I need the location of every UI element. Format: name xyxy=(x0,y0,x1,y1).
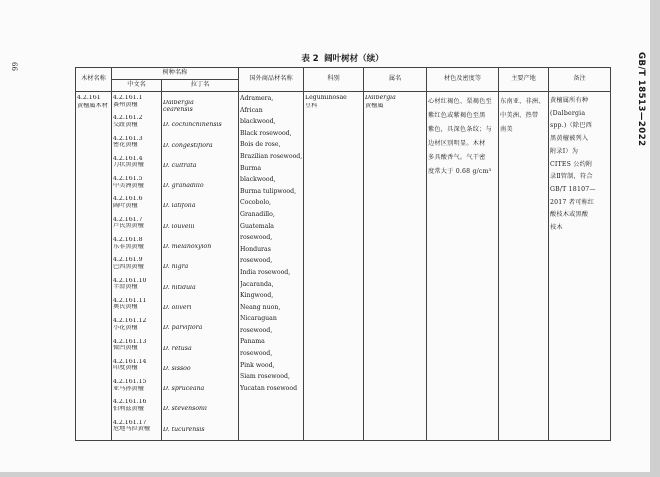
trade-name-line: Yucatan rosewood xyxy=(240,384,298,392)
species-latin-name xyxy=(163,420,237,440)
cell-color-density xyxy=(427,92,499,441)
species-latin-part: D. parviflora xyxy=(163,325,203,332)
trade-name-line: blackwood, xyxy=(240,118,276,126)
cell-latin-names xyxy=(162,92,239,441)
species-latin-part: D. sissoo xyxy=(163,365,191,372)
species-code: 4.2.161.11 xyxy=(113,297,147,304)
species-code: 4.2.161.13 xyxy=(113,338,147,345)
header-foreign-trade-name: 国外商品材名称 xyxy=(239,68,304,92)
species-latin-part: D. cultrata xyxy=(163,162,197,169)
species-latin-part: D. spruceana xyxy=(163,386,205,393)
trade-name-line: Black rosewood, xyxy=(240,129,292,137)
cell-remarks xyxy=(549,92,611,441)
trade-name-line: Panama xyxy=(240,338,265,346)
genus-latin: Dalbergia xyxy=(365,95,396,101)
trade-name-line: Kingwood, xyxy=(240,292,274,300)
remarks-line: 附录Ⅰ）为 xyxy=(550,147,579,155)
header-origin: 主要产地 xyxy=(499,68,549,92)
color-density-line: 紫色，具深色条纹；与 xyxy=(428,125,492,133)
species-cn-name: 东非黑黄檀 xyxy=(113,243,144,250)
species-code: 4.2.161.15 xyxy=(113,379,147,386)
species-cn-name: 小花黄檀 xyxy=(113,324,138,331)
header-color-density: 材色及密度等 xyxy=(427,68,499,92)
species-code: 4.2.161.9 xyxy=(113,257,143,264)
trade-name-line: Pink wood, xyxy=(240,361,275,369)
trade-name-line: Granadillo, xyxy=(240,210,275,218)
species-latin-part: D. louvelii xyxy=(163,223,195,230)
species-code: 4.2.161.14 xyxy=(113,358,147,365)
trade-name-line: blackwood, xyxy=(240,176,276,184)
trade-name-line: Bois de rose, xyxy=(240,141,281,149)
standard-code: GB/T 18513—2022 xyxy=(636,52,646,147)
table-caption-text: 阔叶树材（续） xyxy=(324,54,384,64)
cell-foreign-trade-names xyxy=(239,92,304,441)
trade-name-line: rosewood, xyxy=(240,257,273,265)
species-latin-part: D. latifolia xyxy=(163,203,196,210)
species-latin-name xyxy=(163,176,237,196)
remarks-line: GB/T 18107— xyxy=(550,185,596,193)
species-cn-name: 印度黄檀 xyxy=(113,365,138,372)
trade-name-line: rosewood, xyxy=(240,326,273,334)
origin-line: 南美 xyxy=(500,125,513,133)
header-species-name: 树种名称 xyxy=(112,68,239,80)
species-cn-name: 刀状黑黄檀 xyxy=(113,162,144,169)
timber-code: 4.2.161 xyxy=(77,95,101,101)
species-latin-part: D. nigra xyxy=(163,264,189,271)
color-density-line: 心材红褐色、栗褐色至 xyxy=(428,98,492,105)
trade-name-line: Honduras xyxy=(240,245,271,253)
species-latin-part: D. nitidula xyxy=(163,284,196,291)
remarks-line: 黄檀属所有种 xyxy=(550,97,589,104)
species-code: 4.2.161.17 xyxy=(113,419,147,426)
species-cn-name: 巴西黑黄檀 xyxy=(113,263,144,270)
remarks-line: CITES 公约附 xyxy=(550,160,593,168)
trade-name-line: Nicaraguan xyxy=(240,315,277,323)
header-latin-name: 拉丁名 xyxy=(162,80,239,92)
species-cn-name: 密花黄檀 xyxy=(113,142,138,149)
trade-name-line: Burma xyxy=(240,164,262,172)
cell-timber-name xyxy=(76,92,112,441)
species-cn-name: 赛州黄檀 xyxy=(113,101,138,108)
species-code: 4.2.161.16 xyxy=(113,399,147,406)
species-code: 4.2.161.4 xyxy=(113,155,143,162)
family-cn: 豆科 xyxy=(305,103,318,110)
header-chinese-name: 中文名 xyxy=(112,80,162,92)
trade-name-line: Siam rosewood, xyxy=(240,373,290,381)
table-caption-label: 表 2 xyxy=(301,54,319,64)
species-latin-name xyxy=(163,379,237,399)
species-latin-name xyxy=(163,115,237,135)
trade-name-line: Jacaranda, xyxy=(240,280,274,288)
trade-name-line: India rosewood, xyxy=(240,268,291,276)
cell-genus xyxy=(364,92,427,441)
species-latin-name xyxy=(163,399,237,419)
remarks-line: 酸枝木或黑酸 xyxy=(550,211,589,219)
species-cn-name: 奥氏黄檀 xyxy=(113,304,138,311)
header-timber-name: 木材名称 xyxy=(76,68,112,92)
color-density-line: 边材区别明显。木材 xyxy=(428,139,486,147)
trade-name-line: Neang nuon, xyxy=(240,303,281,311)
color-density-line: 紫红色或紫褐色至黑 xyxy=(428,111,486,119)
trade-name-line: Cocobolo, xyxy=(240,199,272,207)
cell-chinese-names xyxy=(112,92,162,441)
species-cn-name: 伯利兹黄檀 xyxy=(113,405,144,412)
species-latin-part: D. stevensonii xyxy=(163,406,207,413)
genus-cn: 黄檀属 xyxy=(365,103,384,110)
species-code: 4.2.161.1 xyxy=(113,95,143,101)
species-latin-name xyxy=(163,156,237,176)
species-code: 4.2.161.5 xyxy=(113,176,143,183)
header-family: 科别 xyxy=(304,68,364,92)
species-latin-part: cearensis xyxy=(163,106,193,113)
species-latin-name xyxy=(163,359,237,379)
species-cn-name: 微凹黄檀 xyxy=(113,345,138,352)
species-latin-name xyxy=(163,278,237,298)
trade-name-line: rosewood, xyxy=(240,350,273,358)
remarks-line: 录Ⅱ管制，符合 xyxy=(550,173,593,181)
species-latin-name xyxy=(163,95,237,115)
trade-name-line: Brazilian rosewood, xyxy=(240,152,302,160)
species-code: 4.2.161.6 xyxy=(113,196,143,203)
timber-table xyxy=(75,67,611,441)
trade-name-line: Guatemala xyxy=(240,222,274,230)
header-remarks: 备注 xyxy=(549,68,611,92)
species-code: 4.2.161.12 xyxy=(113,318,147,325)
species-latin-name xyxy=(163,196,237,216)
page-number: 66 xyxy=(10,62,18,71)
species-cn-name: 交趾黄檀 xyxy=(113,121,138,128)
species-cn-name: 卢氏黑黄檀 xyxy=(113,223,144,230)
species-latin-name xyxy=(163,217,237,237)
cell-origin xyxy=(499,92,549,441)
remarks-line: 2017 者可称红 xyxy=(550,198,595,206)
family-latin: Leguminosae xyxy=(305,95,347,101)
remarks-line: 枝木 xyxy=(550,224,563,232)
species-code: 4.2.161.10 xyxy=(113,277,147,284)
species-latin-part: D. retusa xyxy=(163,345,192,352)
origin-line: 东南亚、非洲、 xyxy=(500,98,545,105)
species-code: 4.2.161.7 xyxy=(113,216,143,223)
species-latin-part: D. tucurensis xyxy=(163,426,205,433)
trade-name-line: African xyxy=(240,106,263,114)
species-latin-name xyxy=(163,237,237,257)
species-cn-name: 半滑黄檀 xyxy=(113,284,138,291)
species-latin-name xyxy=(163,339,237,359)
timber-cn-name: 黄檀属木材 xyxy=(77,103,108,110)
origin-line: 中美洲、热带 xyxy=(500,111,539,119)
species-latin-part: D. granadillo xyxy=(163,183,204,190)
species-latin-part: D. melanoxylon xyxy=(163,244,212,251)
remarks-line: 黑黄檀被列入 xyxy=(550,135,589,143)
species-code: 4.2.161.3 xyxy=(113,135,143,142)
cell-family xyxy=(304,92,364,441)
species-latin-part: Dalbergia xyxy=(163,100,194,106)
species-latin-part: D. oliveri xyxy=(163,304,192,311)
table-caption xyxy=(75,52,610,64)
remarks-line: spp.)（除巴西 xyxy=(550,122,593,130)
species-latin-name xyxy=(163,257,237,277)
species-cn-name: 中美洲黄檀 xyxy=(113,182,144,189)
trade-name-line: rosewood, xyxy=(240,234,273,242)
species-latin-part: D. congestiflora xyxy=(163,142,213,149)
trade-name-line: Adramera, xyxy=(240,95,274,102)
species-latin-name xyxy=(163,136,237,156)
species-cn-name: 阔叶黄檀 xyxy=(113,202,138,209)
species-code: 4.2.161.2 xyxy=(113,115,143,122)
color-density-line: 多具酸香气。气干密 xyxy=(428,153,486,161)
species-cn-name: 亚马孙黄檀 xyxy=(113,385,144,392)
species-cn-name: 危地马拉黄檀 xyxy=(113,426,151,433)
color-density-line: 度常大于 0.68 g/cm³ xyxy=(428,167,492,175)
species-latin-name xyxy=(163,298,237,318)
species-latin-name xyxy=(163,318,237,338)
species-code: 4.2.161.8 xyxy=(113,237,143,244)
species-latin-part: D. cochinchinensis xyxy=(163,122,222,129)
header-genus: 属名 xyxy=(364,68,427,92)
remarks-line: (Dalbergia xyxy=(550,109,586,117)
trade-name-line: Burma tulipwood, xyxy=(240,187,297,195)
